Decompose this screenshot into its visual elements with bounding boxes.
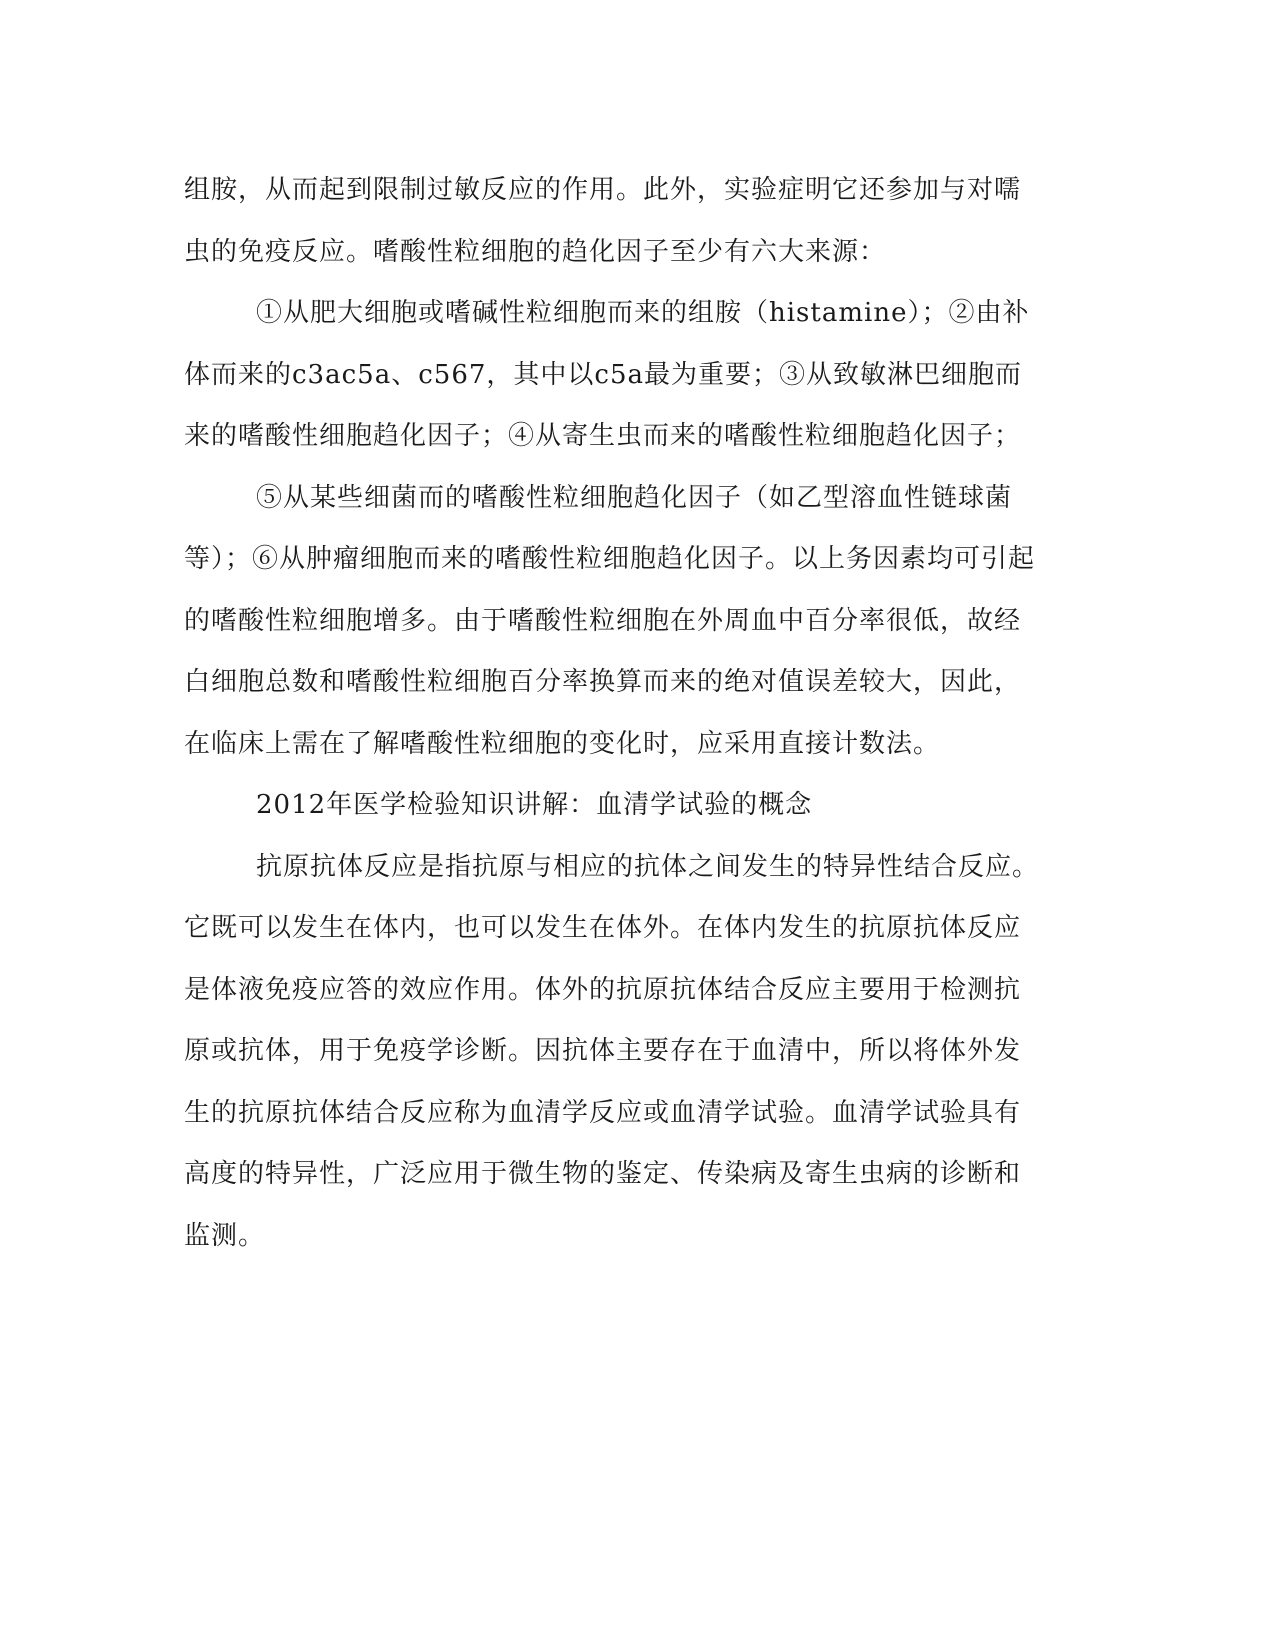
paragraph-chemotactic-sources-5-6: ⑤从某些细菌而的嗜酸性粒细胞趋化因子（如乙型溶血性链球菌等）；⑥从肿瘤细胞而来的嗜酸性粒细胞趋化因子。以上务因素均可引起的嗜酸性粒细胞增多。由于嗜酸性粒细胞在外周血中百分率很低，故经白细胞总数和嗜酸性粒细胞百分率换算而来的绝对值误差较大，因此，在临床上需在了解嗜酸性粒细胞的变化时，应采用直接计数法。 bbox=[184, 482, 1036, 759]
section-heading-serology: 2012年医学检验知识讲解：血清学试验的概念 bbox=[256, 790, 813, 820]
paragraph-eosinophil-intro: 组胺，从而起到限制过敏反应的作用。此外，实验症明它还参加与对嚅虫的免疫反应。嗜酸性粒细胞的趋化因子至少有六大来源： bbox=[184, 175, 1022, 267]
paragraph-antigen-antibody-reaction: 抗原抗体反应是指抗原与相应的抗体之间发生的特异性结合反应。它既可以发生在体内，也可以发生在体外。在体内发生的抗原抗体反应是体液免疫应答的效应作用。体外的抗原抗体结合反应主要用于检测抗原或抗体，用于免疫学诊断。因抗体主要存在于血清中，所以将体外发生的抗原抗体结合反应称为血清学反应或血清学试验。血清学试验具有高度的特异性，广泛应用于微生物的鉴定、传染病及寄生虫病的诊断和监测。 bbox=[184, 851, 1040, 1251]
paragraph-chemotactic-sources-1-4: ①从肥大细胞或嗜碱性粒细胞而来的组胺（histamine）；②由补体而来的c3ac5a、c567，其中以c5a最为重要；③从致敏淋巴细胞而来的嗜酸性细胞趋化因子；④从寄生虫而来的嗜酸性粒细胞趋化因子； bbox=[184, 298, 1030, 451]
document-body bbox=[184, 160, 1044, 1267]
